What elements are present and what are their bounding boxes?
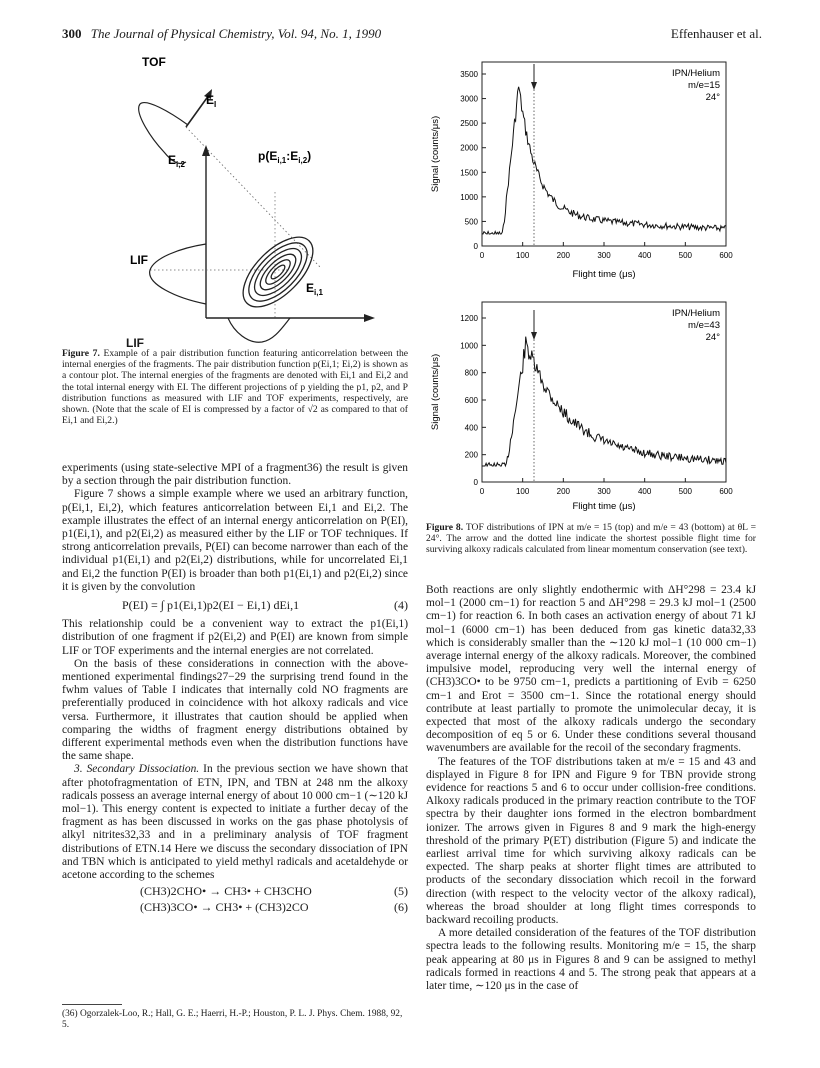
y-tick-label: 3500 bbox=[460, 70, 478, 79]
legend-bottom-1: IPN/Helium bbox=[671, 308, 720, 319]
x-tick-label: 500 bbox=[678, 487, 693, 496]
footnote-block bbox=[62, 1004, 408, 1031]
footnote-36: (36) Ogorzalek-Loo, R.; Hall, G. E.; Haerri, H.-P.; Houston, P. L. J. Phys. Chem. 1988, 92, 5. bbox=[62, 1009, 403, 1030]
legend-bottom-2: m/e=43 bbox=[688, 320, 720, 331]
equation-6 bbox=[62, 901, 408, 914]
figure-7-diagram bbox=[110, 52, 400, 347]
arrow-down-icon bbox=[531, 332, 537, 340]
left-paragraph-3: This relationship could be a convenient way to extract the p1(Ei,1) distribution of one fragment if p2(Ei,2) and P(EI) are known from simple LIF or TOF experiments and the internal energies are not correlated. bbox=[62, 618, 408, 657]
legend-bottom-3: 24° bbox=[705, 332, 720, 343]
x-tick-label: 300 bbox=[597, 487, 611, 496]
figure-8-caption-title: Figure 8. bbox=[426, 522, 464, 533]
x-tick-label: 600 bbox=[719, 487, 733, 496]
y-tick-label: 600 bbox=[464, 396, 478, 405]
ei1-arrow-icon bbox=[364, 314, 375, 322]
equation-5-number: (5) bbox=[394, 884, 408, 899]
equation-4-number: (4) bbox=[394, 598, 408, 613]
ylabel-top: Signal (counts/μs) bbox=[430, 115, 441, 193]
figure-7-caption-title: Figure 7. bbox=[62, 348, 100, 359]
legend-top-1: IPN/Helium bbox=[671, 68, 720, 79]
lif-bottom-label: LIF bbox=[126, 336, 144, 350]
y-tick-label: 200 bbox=[464, 450, 478, 460]
x-ticks-bottom bbox=[480, 478, 733, 496]
equation-4-body: P(EI) = ∫ p1(Ei,1)p2(EI − Ei,1) dEi,1 bbox=[122, 598, 300, 613]
y-tick-label: 0 bbox=[473, 242, 478, 251]
figure-8-bottom-plot bbox=[420, 296, 746, 516]
equation-6-number: (6) bbox=[394, 899, 408, 914]
y-tick-label: 1000 bbox=[460, 192, 478, 202]
lif-left-label: LIF bbox=[130, 253, 148, 267]
ei1-label: $E_{i,1}$ bbox=[306, 281, 323, 297]
equation-5 bbox=[62, 885, 408, 898]
y-tick-label: 2000 bbox=[460, 143, 478, 153]
right-column bbox=[426, 584, 756, 993]
ylabel-bottom: Signal (counts/μs) bbox=[430, 353, 441, 431]
x-tick-label: 0 bbox=[479, 487, 485, 496]
tof-trace-top bbox=[482, 87, 726, 234]
right-paragraph-1: Both reactions are only slightly endothermic with ΔH°298 = 23.4 kJ mol−1 (2000 cm−1) for reaction 5 and ΔH°298 = 29.3 kJ mol−1 (2500 cm−1) for reaction 6. In both cases an activation energy of about 71 kJ mol−1 (6000 cm−1) has been deduced from gas kinetic data32,33 which is considerably smaller than the ∼120 kJ mol−1 (10 000 cm−1) average internal energy of the alkoxy radicals. Moreover, the combined impulsive model, reproducing very well the internal energy of (CH3)3CO• to be 9750 cm−1, predicts a partitioning of Evib = 6250 cm−1 and Erot = 3500 cm−1. Since the rotational energy should contribute at least partially to promote the unimolecular decay, it is expected that most of the alkoxy radicals undergo the secondary decomposition of eq 5 or 6. Under these conditions several thousand wavenumbers are available for the recoil of the secondary fragments. bbox=[426, 584, 756, 755]
section-heading: 3. Secondary Dissociation. bbox=[74, 763, 200, 776]
y-tick-label: 500 bbox=[464, 217, 478, 227]
legend-top-3: 24° bbox=[705, 92, 720, 103]
p-label: $p(E_{i,1}:E_{i,2})$ bbox=[258, 149, 312, 165]
left-paragraph-1: experiments (using state-selective MPI of a fragment36) the result is given by a section through the pair distribution function. bbox=[62, 462, 408, 488]
page-number: 300 bbox=[62, 26, 82, 41]
lif-bottom-curve bbox=[228, 318, 290, 342]
contour-plot bbox=[231, 225, 324, 318]
right-paragraph-3: A more detailed consideration of the features of the TOF distribution spectra leads to the following results. Monitoring m/e = 15, the sharp peak appearing at 80 μs in Figures 8 and 9 can be assigned to methyl radicals formed in reactions 4 and 5. The strong peak that appears at a later time, ∼120 μs in the case of bbox=[426, 927, 756, 993]
y-tick-label: 400 bbox=[464, 423, 478, 433]
left-paragraph-4: On the basis of these considerations in connection with the above-mentioned experimental findings27−29 the surprising trend found in the fwhm values of Table I indicates that internally cold NO fragments are preferentially produced in coincidence with hot alkoxy radicals and vice versa. Furthermore, it illustrates that caution should be applied when comparing the widths of fragment energy distributions obtained by different experimental methods even when the distribution functions have the same shape. bbox=[62, 657, 408, 763]
figure-8-top-plot bbox=[420, 56, 746, 286]
tof-label: TOF bbox=[142, 55, 166, 69]
y-tick-label: 3000 bbox=[460, 94, 478, 104]
footnote-rule bbox=[62, 1004, 122, 1005]
tof-projection-curve bbox=[139, 103, 188, 164]
ei2-label: $E_{i,2}$ bbox=[168, 153, 185, 169]
figure-7-caption bbox=[62, 348, 408, 426]
running-authors: Effenhauser et al. bbox=[670, 26, 762, 41]
tof-trace-bottom bbox=[482, 337, 726, 466]
right-paragraph-2: The features of the TOF distributions taken at m/e = 15 and 43 and displayed in Figure 8 for IPN and Figure 9 for TBN provide strong evidence for reactions 5 and 6 to occur under collision-free conditions. Alkoxy radicals produced in the primary reaction contribute to the TOF spectra by their daughter ions formed in the electron bombardment ionizer. The arrows given in Figures 8 and 9 mark the high-energy threshold of the primary P(ET) distribution (Figure 5) and indicate the earliest arrival time for which surviving alkoxy radicals can be expected. The sharp peaks at shorter flight times are attributed to products of the secondary dissociation which recoil in the forward direction (with respect to the velocity vector of the alkoxy radical), whereas the broad shoulder at long flight times corresponds to backward recoiling products. bbox=[426, 755, 756, 927]
left-column bbox=[62, 462, 408, 914]
y-tick-label: 0 bbox=[473, 478, 478, 487]
ei-label: $E_I$ bbox=[206, 93, 217, 109]
lif-left-curve bbox=[150, 244, 206, 304]
legend-top-2: m/e=15 bbox=[688, 80, 720, 91]
x-tick-label: 200 bbox=[556, 487, 571, 496]
page-header bbox=[62, 26, 762, 46]
x-ticks-top bbox=[480, 242, 733, 260]
x-tick-label: 600 bbox=[719, 251, 733, 260]
x-tick-label: 100 bbox=[515, 251, 530, 260]
left-paragraph-5: 3. Secondary Dissociation. In the previous section we have shown that after photofragmentation of ETN, IPN, and TBN at 248 nm the alkoxy radicals possess an average internal energy of about 10 000 cm−1 (∼120 kJ mol−1). This energy content is expected to initiate a further decay of the fragment as has been discussed in works on the gas phase photolysis of alkyl nitrites32,33 and in a preliminary analysis of TOF fragment distributions of ETN.14 Here we discuss the secondary dissociation of IPN and TBN which is anticipated to yield methyl radicals and acetaldehyde or acetone according to the schemes bbox=[62, 763, 408, 882]
xlabel-bottom: Flight time (μs) bbox=[572, 501, 636, 512]
x-tick-label: 0 bbox=[479, 251, 485, 260]
x-tick-label: 400 bbox=[637, 251, 652, 260]
figure-8-caption-text: TOF distributions of IPN at m/e = 15 (top) and m/e = 43 (bottom) at θL = 24°. The arrow and the dotted line indicate the shortest possible flight time for surviving alkoxy radicals calculated from linear momentum conservation (see text). bbox=[426, 522, 756, 556]
x-tick-label: 300 bbox=[597, 251, 611, 260]
x-tick-label: 100 bbox=[515, 487, 530, 496]
y-tick-label: 2500 bbox=[460, 119, 478, 129]
left-paragraph-2: Figure 7 shows a simple example where we used an arbitrary function, p(Ei,1, Ei,2), which features anticorrelation between Ei,1 and Ei,2. The example illustrates the effect of an internal energy anticorrelation on P(EI), p1(Ei,1), and p2(Ei,2) as measured either by the LIF or TOF techniques. If strong anticorrelation prevails, P(EI) can become narrower than each of the individual p1(Ei,1) and p2(Ei,2) distributions, while for uncorrelated Ei,1 and Ei,2 the function P(EI) is broader than both p1(Ei,1) and p2(Ei,2) since it is given by the convolution bbox=[62, 488, 408, 593]
y-tick-label: 1500 bbox=[460, 168, 478, 178]
x-tick-label: 200 bbox=[556, 251, 571, 260]
arrow-down-icon bbox=[531, 82, 537, 90]
x-tick-label: 400 bbox=[637, 487, 652, 496]
journal-title: The Journal of Physical Chemistry, Vol. 94, No. 1, 1990 bbox=[90, 26, 382, 41]
equation-4 bbox=[62, 599, 408, 612]
y-tick-label: 800 bbox=[464, 368, 478, 378]
figure-8-caption bbox=[426, 522, 756, 556]
equation-5-body: (CH3)2CHO• → CH3• + CH3CHO bbox=[140, 884, 312, 899]
equation-6-body: (CH3)3CO• → CH3• + (CH3)2CO bbox=[140, 899, 309, 914]
figure-7-caption-text: Example of a pair distribution function featuring anticorrelation between the internal energies of the fragments. The pair distribution function p(Ei,1; Ei,2) is shown as a contour plot. The internal energies of the fragments are denoted with Ei,1 and Ei,2 and the total internal energy with EI. The different projections of p yielding the p1, p2, and P distribution functions as measured with LIF and TOF experiments, respectively, are shown. (Note that the scale of EI is compressed by a factor of √2 as compared to that of Ei,1 and Ei,2.) bbox=[62, 348, 408, 427]
x-tick-label: 500 bbox=[678, 251, 693, 260]
xlabel-top: Flight time (μs) bbox=[572, 269, 636, 280]
y-tick-label: 1000 bbox=[460, 341, 478, 351]
y-tick-label: 1200 bbox=[460, 314, 478, 323]
